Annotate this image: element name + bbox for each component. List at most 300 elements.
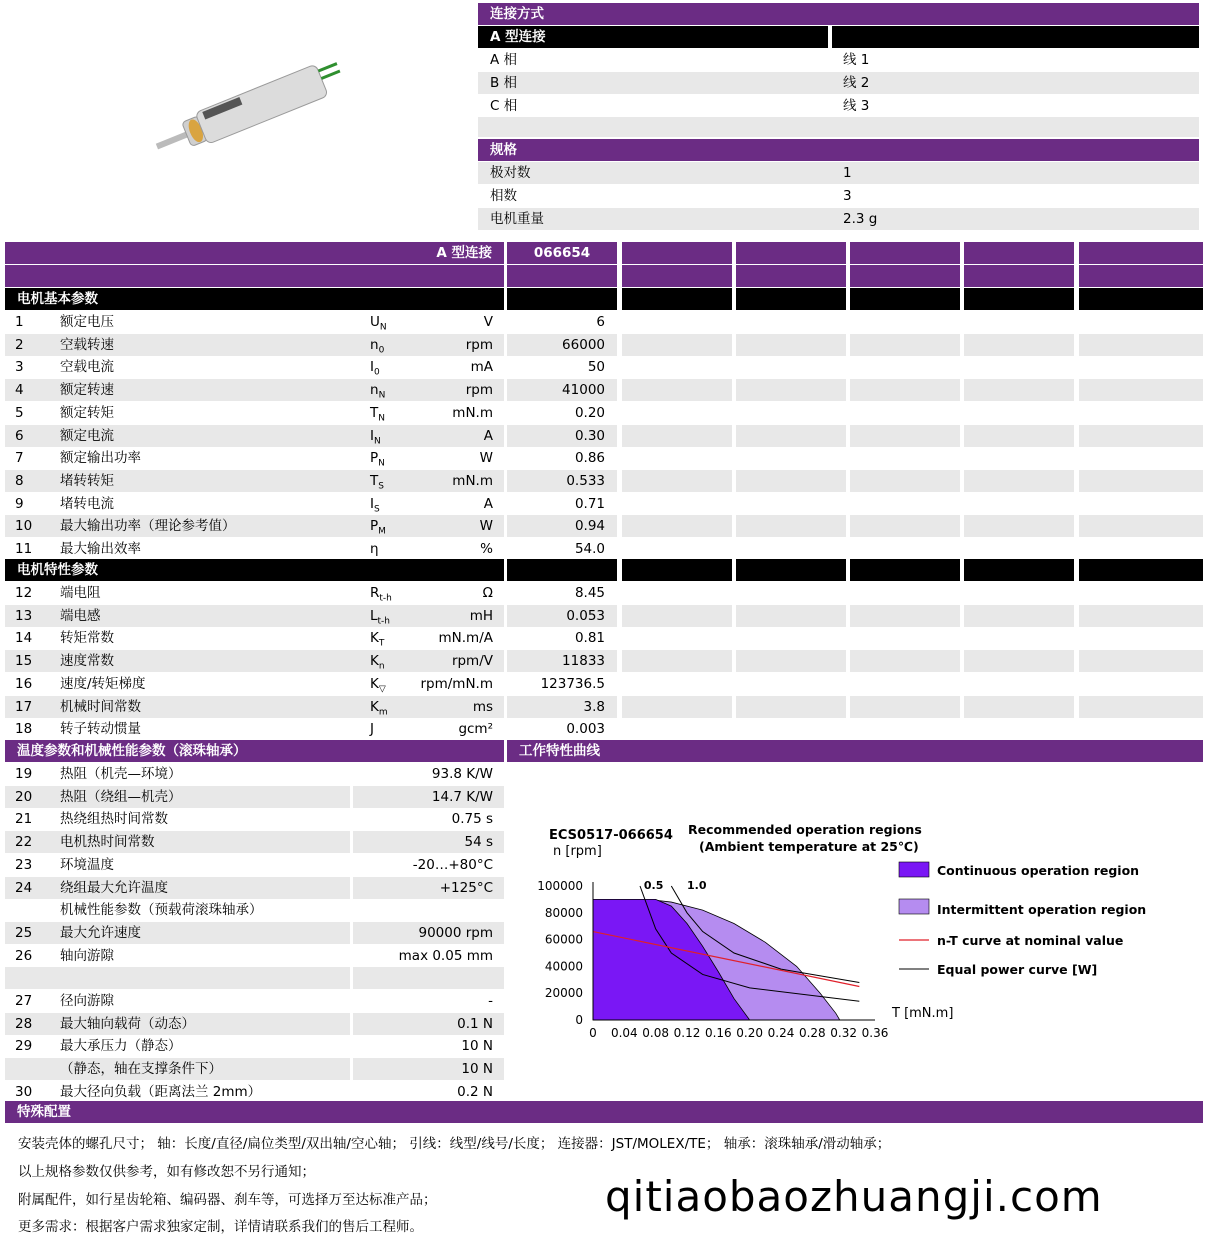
- conn-phase: B 相: [490, 75, 518, 91]
- value-cell: 11833: [507, 650, 617, 672]
- y-tick-label: 80000: [544, 905, 583, 920]
- value-cell: [850, 650, 960, 672]
- value-cell: [622, 538, 732, 560]
- row-unit: rpm: [465, 336, 493, 353]
- section-cell: [622, 288, 732, 310]
- model-column-blank: [850, 265, 960, 287]
- row-number: 7: [15, 450, 24, 467]
- row-number: 27: [15, 993, 33, 1009]
- row-name: 额定输出功率: [60, 450, 141, 467]
- value-cell: 66000: [507, 334, 617, 356]
- row-number: 10: [15, 518, 33, 535]
- x-tick-label: 0.08: [642, 1026, 670, 1040]
- value-cell: [622, 447, 732, 469]
- spec-row-2: [478, 185, 1199, 207]
- row-name: 最大径向负载（距离法兰 2mm）: [60, 1083, 262, 1100]
- value-cell: [850, 311, 960, 333]
- row-number: 21: [15, 811, 33, 828]
- row-name: 端电感: [60, 607, 101, 624]
- model-column: [622, 242, 732, 264]
- legend-swatch: [899, 899, 929, 914]
- value-cell: [850, 718, 960, 740]
- row-symbol: [370, 493, 410, 515]
- model-column-blank: [736, 265, 846, 287]
- row-symbol: [370, 447, 410, 469]
- x-tick-label: 0.12: [673, 1026, 701, 1040]
- value-cell: [622, 696, 732, 718]
- x-tick-label: 0.36: [861, 1026, 889, 1040]
- value-cell: [964, 425, 1074, 447]
- value-cell: [850, 582, 960, 604]
- row-number: 17: [15, 698, 33, 715]
- row-name: 热绕组热时间常数: [60, 811, 168, 828]
- value-cell: [622, 627, 732, 649]
- row-number: 9: [15, 495, 24, 512]
- row-symbol: [370, 718, 410, 740]
- row-number: [15, 899, 55, 921]
- conn-row-blank: [478, 117, 1199, 137]
- value-cell: [964, 356, 1074, 378]
- value-cell: [736, 650, 846, 672]
- row-name: 绕组最大允许温度: [60, 879, 168, 896]
- value-cell: [736, 493, 846, 515]
- value-cell: [622, 515, 732, 537]
- row-symbol: [370, 627, 410, 649]
- value-cell: [1079, 311, 1203, 333]
- row-unit: %: [480, 541, 493, 557]
- conn-phase: C 相: [490, 98, 518, 114]
- section-characteristic: 电机特性参数: [5, 559, 504, 581]
- symbol-main: n: [370, 382, 379, 399]
- symbol-main: K: [370, 630, 379, 647]
- row-name: 额定转速: [60, 382, 114, 399]
- row-unit: Ω: [482, 585, 493, 601]
- row-name: 额定转矩: [60, 404, 114, 421]
- row-unit: rpm/V: [451, 653, 493, 670]
- symbol-main: K: [370, 675, 379, 692]
- row-name: 最大允许速度: [60, 924, 141, 941]
- row-number: 30: [15, 1083, 33, 1100]
- row-number: 14: [15, 630, 33, 647]
- row-number: 1: [15, 314, 24, 330]
- conn-wire: 线 1: [843, 52, 870, 68]
- watermark: qitiaobaozhuangji.com: [605, 1172, 1103, 1221]
- row-unit: W: [479, 450, 493, 467]
- row-symbol: [370, 515, 410, 537]
- spec-label: 极对数: [490, 165, 531, 181]
- symbol-main: J: [370, 721, 374, 738]
- row-number: 11: [15, 541, 33, 557]
- value-cell: 50: [587, 359, 605, 376]
- value-cell: [964, 582, 1074, 604]
- model-column: [1079, 242, 1203, 264]
- value-cell: 54.0: [574, 541, 605, 557]
- row-number: 23: [15, 856, 33, 873]
- symbol-main: I: [370, 495, 374, 512]
- row-value: 0.75 s: [451, 811, 493, 828]
- model-column-blank: [622, 265, 732, 287]
- row-unit: A: [483, 427, 493, 444]
- row-value: 10 N: [461, 1061, 493, 1078]
- model-column: [736, 242, 846, 264]
- value-cell: [1079, 605, 1203, 627]
- row-unit: mA: [470, 359, 493, 376]
- symbol-main: T: [370, 404, 379, 421]
- value-cell: 6: [596, 314, 605, 330]
- value-cell: [736, 356, 846, 378]
- row-name: 轴向游隙: [60, 947, 114, 964]
- value-cell: [622, 470, 732, 492]
- symbol-sub: S: [373, 504, 380, 515]
- row-symbol: [370, 673, 410, 695]
- special-line: 安装壳体的螺孔尺寸； 轴：长度/直径/扁位类型/双出轴/空心轴； 引线：线型/线号/长度； 连接器：JST/MOLEX/TE； 轴承：滚珠轴承/滑动轴承；: [18, 1136, 891, 1152]
- symbol-main: U: [370, 314, 380, 330]
- symbol-main: P: [370, 518, 379, 535]
- value-cell: [1079, 425, 1203, 447]
- value-cell: 0.20: [574, 404, 605, 421]
- special-line: 更多需求：根据客户需求独家定制，详情请联系我们的售后工程师。: [18, 1219, 423, 1235]
- row-number: 16: [15, 675, 33, 692]
- legend-label: Equal power curve [W]: [937, 962, 1098, 977]
- x-tick-label: 0.28: [798, 1026, 826, 1040]
- value-cell: [736, 627, 846, 649]
- row-name: 转子转动惯量: [60, 721, 141, 738]
- row-unit: ms: [472, 698, 493, 715]
- power-label: 1.0: [687, 879, 707, 892]
- row-value: [353, 967, 493, 989]
- value-cell: [622, 311, 732, 333]
- section-cell: [1079, 559, 1203, 581]
- row-unit: gcm²: [458, 721, 493, 738]
- value-cell: [964, 470, 1074, 492]
- row-unit: V: [483, 314, 493, 330]
- performance-chart: [507, 762, 1203, 1100]
- row-value: 14.7 K/W: [431, 788, 493, 805]
- row-name: 堵转电流: [60, 495, 114, 512]
- row-symbol: [370, 379, 410, 401]
- value-cell: [964, 538, 1074, 560]
- symbol-sub: 0: [373, 368, 380, 379]
- value-cell: 0.71: [574, 495, 605, 512]
- symbol-sub: M: [378, 526, 386, 537]
- row-name: 径向游隙: [60, 993, 114, 1009]
- symbol-main: T: [370, 472, 379, 489]
- row-unit: mH: [469, 607, 493, 624]
- row-number: 28: [15, 1015, 33, 1032]
- row-name: 速度/转矩梯度: [60, 675, 146, 692]
- value-cell: [850, 538, 960, 560]
- value-cell: [736, 718, 846, 740]
- model-column: 066654: [507, 242, 617, 264]
- value-cell: [964, 334, 1074, 356]
- value-cell: 41000: [507, 379, 617, 401]
- row-symbol: [370, 650, 410, 672]
- value-cell: 3.8: [507, 696, 617, 718]
- row-value: +125°C: [439, 879, 493, 896]
- row-value: [353, 899, 493, 921]
- row-name: 空载电流: [60, 359, 114, 376]
- value-cell: [1079, 334, 1203, 356]
- section-cell: [964, 559, 1074, 581]
- row-name: 端电阻: [60, 585, 101, 601]
- row-number: 4: [15, 382, 24, 399]
- row-number: 25: [15, 924, 33, 941]
- symbol-sub: ▽: [378, 684, 386, 695]
- model-column: [964, 242, 1074, 264]
- x-tick-label: 0.24: [767, 1026, 795, 1040]
- row-unit: mN.m/A: [438, 630, 493, 647]
- row-symbol: [370, 402, 410, 424]
- value-cell: [1079, 538, 1203, 560]
- value-cell: 0.86: [574, 450, 605, 467]
- value-cell: [850, 356, 960, 378]
- row-name: 速度常数: [60, 653, 114, 670]
- symbol-sub: S: [378, 481, 384, 492]
- spec-value: 1: [843, 165, 852, 181]
- row-value: 0.2 N: [457, 1083, 493, 1100]
- value-cell: [1079, 696, 1203, 718]
- value-cell: [622, 718, 732, 740]
- row-symbol: [370, 356, 410, 378]
- model-column-blank: [1079, 265, 1203, 287]
- row-symbol: [370, 334, 410, 356]
- header-blank: [5, 265, 504, 287]
- thermal-title: 温度参数和机械性能参数（滚珠轴承）: [5, 740, 504, 762]
- value-cell: [622, 379, 732, 401]
- row-name: [60, 967, 350, 989]
- y-tick-label: 0: [575, 1013, 583, 1027]
- value-cell: [736, 515, 846, 537]
- conn-wire: 线 2: [843, 75, 870, 91]
- value-cell: [622, 334, 732, 356]
- value-cell: [622, 582, 732, 604]
- value-cell: [850, 334, 960, 356]
- curve-title: 工作特性曲线: [507, 740, 1203, 762]
- section-cell: [1079, 288, 1203, 310]
- value-cell: [964, 402, 1074, 424]
- value-cell: [622, 650, 732, 672]
- spec-value: 2.3 g: [843, 211, 878, 227]
- symbol-sub: N: [379, 322, 387, 333]
- spec-row-3: [478, 208, 1199, 230]
- symbol-main: R: [370, 585, 380, 601]
- row-unit: rpm/mN.m: [420, 675, 493, 692]
- spec-row-1: [478, 162, 1199, 184]
- value-cell: [964, 605, 1074, 627]
- value-cell: [1079, 402, 1203, 424]
- row-number: [15, 967, 55, 989]
- row-number: 2: [15, 336, 24, 353]
- section-cell: [736, 559, 846, 581]
- value-cell: [622, 673, 732, 695]
- row-number: 12: [15, 585, 33, 601]
- row-name: 热阻（绕组—机壳）: [60, 788, 182, 805]
- value-cell: 0.94: [507, 515, 617, 537]
- value-cell: [1079, 515, 1203, 537]
- value-cell: [622, 493, 732, 515]
- section-cell: [850, 559, 960, 581]
- symbol-main: I: [370, 359, 374, 376]
- section-cell: [507, 559, 617, 581]
- symbol-sub: T: [378, 639, 385, 650]
- value-cell: [850, 673, 960, 695]
- symbol-sub: N: [373, 436, 381, 447]
- row-name: 最大输出效率: [60, 541, 141, 557]
- symbol-sub: 0: [378, 345, 385, 356]
- chart-subtitle2: (Ambient temperature at 25℃): [699, 839, 919, 854]
- symbol-sub: t-h: [379, 593, 392, 604]
- value-cell: [736, 447, 846, 469]
- legend-label: n-T curve at nominal value: [937, 933, 1124, 948]
- value-cell: [1079, 447, 1203, 469]
- value-cell: [736, 470, 846, 492]
- value-cell: [736, 605, 846, 627]
- value-cell: [850, 605, 960, 627]
- symbol-main: L: [370, 607, 378, 624]
- symbol-main: η: [370, 541, 379, 557]
- value-cell: [964, 627, 1074, 649]
- symbol-sub: t-h: [377, 616, 391, 627]
- value-cell: [1079, 379, 1203, 401]
- symbol-sub: N: [378, 413, 385, 424]
- motor-image: [150, 50, 350, 170]
- x-axis-label: T [mN.m]: [892, 1006, 954, 1021]
- value-cell: [850, 447, 960, 469]
- row-unit: mN.m: [452, 472, 493, 489]
- model-column-blank: [964, 265, 1074, 287]
- chart-subtitle: Recommended operation regions: [688, 822, 922, 837]
- legend-swatch: [899, 862, 929, 877]
- symbol-sub: m: [378, 707, 388, 718]
- value-cell: [850, 696, 960, 718]
- value-cell: [622, 402, 732, 424]
- row-symbol: [370, 311, 410, 333]
- conn-row-1: [478, 49, 1199, 71]
- value-cell: [964, 493, 1074, 515]
- row-name: 环境温度: [60, 856, 114, 873]
- row-number: 5: [15, 404, 24, 421]
- spec-label: 相数: [490, 188, 517, 204]
- conn-phase: A 相: [490, 52, 518, 68]
- spec-value: 3: [843, 188, 852, 204]
- row-name: 电机热时间常数: [60, 834, 155, 851]
- row-name: 最大承压力（静态）: [60, 1038, 182, 1055]
- row-value: -: [488, 993, 493, 1009]
- row-name: 额定电流: [60, 427, 114, 444]
- row-name: 转矩常数: [60, 630, 114, 647]
- section-cell: [964, 288, 1074, 310]
- row-value: 0.1 N: [457, 1015, 493, 1032]
- row-name: 额定电压: [60, 314, 114, 330]
- value-cell: 0.053: [507, 605, 617, 627]
- symbol-main: K: [370, 698, 379, 715]
- symbol-main: P: [370, 450, 379, 467]
- row-symbol: [370, 470, 410, 492]
- row-value: max 0.05 mm: [398, 947, 493, 964]
- legend-label: Continuous operation region: [937, 863, 1140, 878]
- section-cell: [622, 559, 732, 581]
- value-cell: [964, 379, 1074, 401]
- model-column: [850, 242, 960, 264]
- value-cell: [850, 379, 960, 401]
- value-cell: [850, 493, 960, 515]
- section-cell: [507, 288, 617, 310]
- row-number: 29: [15, 1038, 33, 1055]
- value-cell: 0.533: [507, 470, 617, 492]
- row-unit: W: [479, 518, 493, 535]
- row-number: 26: [15, 947, 33, 964]
- value-cell: [1079, 470, 1203, 492]
- value-cell: [964, 673, 1074, 695]
- row-value: 10 N: [461, 1038, 493, 1055]
- value-cell: [964, 515, 1074, 537]
- row-number: 24: [15, 879, 33, 896]
- row-name: 堵转转矩: [60, 472, 114, 489]
- row-name: 最大输出功率（理论参考值）: [60, 518, 236, 535]
- spec-label: 电机重量: [490, 211, 544, 227]
- value-cell: [964, 447, 1074, 469]
- row-number: 19: [15, 766, 33, 782]
- row-number: 8: [15, 472, 24, 489]
- row-name: 机械时间常数: [60, 698, 141, 715]
- conn-wire: 线 3: [843, 98, 870, 114]
- row-symbol: [370, 696, 410, 718]
- special-line: 附属配件，如行星齿轮箱、编码器、刹车等，可选择万至达标准产品；: [18, 1192, 437, 1208]
- value-cell: [1079, 356, 1203, 378]
- specs-title: 规格: [478, 139, 1199, 161]
- symbol-sub: n: [378, 661, 385, 672]
- symbol-main: n: [370, 336, 379, 353]
- y-tick-label: 60000: [544, 932, 583, 947]
- row-symbol: [370, 425, 410, 447]
- value-cell: [964, 650, 1074, 672]
- row-name: 空载转速: [60, 336, 114, 353]
- value-cell: 123736.5: [540, 675, 605, 692]
- row-number: 3: [15, 359, 24, 376]
- value-cell: [964, 311, 1074, 333]
- connection-type: A 型连接: [478, 26, 828, 48]
- value-cell: [736, 425, 846, 447]
- row-name: 热阻（机壳—环境）: [60, 766, 182, 782]
- row-unit: A: [483, 495, 493, 512]
- value-cell: [1079, 673, 1203, 695]
- x-tick-label: 0.32: [830, 1026, 858, 1040]
- row-value: 90000 rpm: [418, 924, 493, 941]
- value-cell: [736, 402, 846, 424]
- value-cell: [1079, 493, 1203, 515]
- row-name: （静态，轴在支撑条件下）: [60, 1061, 222, 1078]
- value-cell: [736, 334, 846, 356]
- row-number: 6: [15, 427, 24, 444]
- value-cell: [850, 627, 960, 649]
- value-cell: [622, 356, 732, 378]
- x-tick-label: 0: [589, 1026, 597, 1040]
- row-symbol: [370, 582, 410, 604]
- value-cell: [964, 718, 1074, 740]
- value-cell: [736, 582, 846, 604]
- row-number: [15, 1058, 55, 1080]
- section-cell: [850, 288, 960, 310]
- value-cell: [736, 673, 846, 695]
- row-value: -20…+80°C: [412, 856, 493, 873]
- value-cell: [736, 379, 846, 401]
- value-cell: [850, 470, 960, 492]
- row-number: 13: [15, 607, 33, 624]
- value-cell: [622, 425, 732, 447]
- row-number: 15: [15, 653, 33, 670]
- value-cell: [736, 538, 846, 560]
- value-cell: [850, 515, 960, 537]
